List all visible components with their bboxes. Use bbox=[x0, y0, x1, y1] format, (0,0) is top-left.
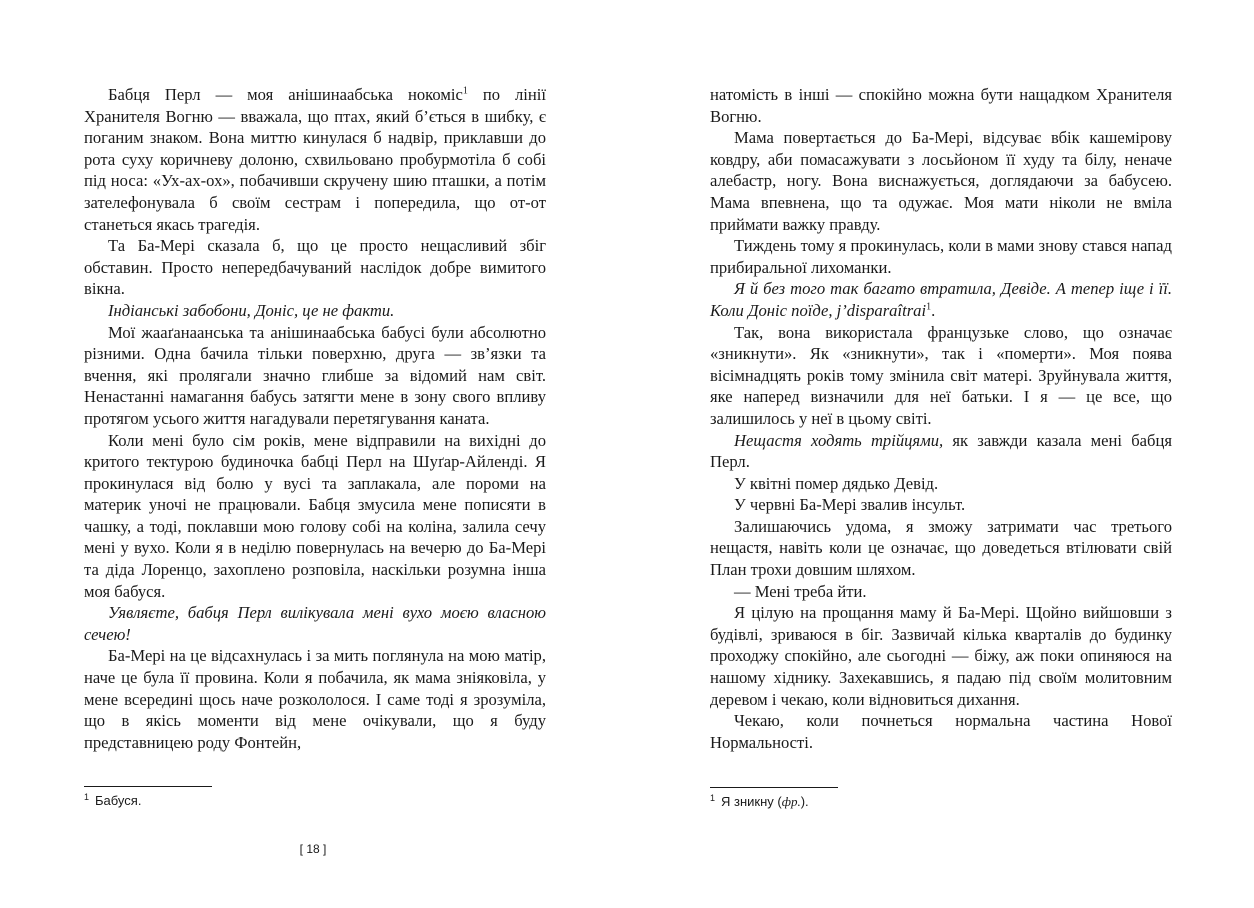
paragraph: У червні Ба-Мері звалив інсульт. bbox=[734, 495, 966, 515]
left-page bbox=[84, 84, 546, 808]
paragraph: Я й без того так багато втратила, Девіде. А тепер іще і її. Коли Доніс поїде, j’disparaîtrai$^1$. bbox=[710, 279, 1172, 320]
paragraph: Нещастя ходять трійцями, як завжди казала мені бабця Перл. bbox=[710, 430, 1172, 472]
paragraph-italic: Уявляєте, бабця Перл вилікувала мені вухо моєю власною сечею! bbox=[84, 603, 546, 644]
footnote: $^1$ Я зникну (фр.). bbox=[710, 792, 809, 809]
paragraph: Чекаю, коли почнеться нормальна частина Нової Нормальності. bbox=[710, 711, 1172, 752]
paragraph-continued: натомість в інші — спокійно можна бути нащадком Хранителя Вогню. bbox=[710, 85, 1172, 126]
paragraph: Бабця Перл — моя анішинаабська нокоміс$^1$ по лінії Хранителя Вогню — вважала, що птах, який б’ється в шибку, є поганим знаком. Вона миттю кинулася б надвір, приклавши до рота суху коричневу долоню, схвильовано пробурмотіла б собі під носа: «Ух-ах-ох», побачивши скручену шию пташки, а потім зателефонувала б своїм сестрам і попередила, що от-от станеться якась трагедія. bbox=[84, 85, 546, 234]
footnote-rule bbox=[84, 786, 212, 787]
footnote-ref: 1 bbox=[462, 85, 468, 97]
right-page-text bbox=[710, 84, 1172, 753]
paragraph: Так, вона використала французьке слово, що означає «зникнути». Як «зникнути», так і «померти». Моя поява вісімнадцять років тому змінила світ матері. Зруйнувала життя, яке наперед визначили для неї батьки. І я — це все, що залишилось у неї в цьому світі. bbox=[710, 322, 1172, 428]
page-number: [ 18 ] bbox=[299, 842, 327, 856]
paragraph: Коли мені було сім років, мене відправили на вихідні до критого тектурою будиночка бабці Перл на Шуґар-Айленді. Я прокинулася від болю у вусі та заплакала, але пороми на материк уночі не працювали. Бабця змусила мене пописяти в чашку, а тоді, поклавши мою голову собі на коліна, залила сечу мені у вухо. Коли я в неділю повернулась на вечерю до Ба-Мері та діда Лоренцо, захоплено розповіла, наскільки розумна інша моя бабуся. bbox=[84, 430, 546, 601]
paragraph: Та Ба-Мері сказала б, що це просто нещасливий збіг обставин. Просто непередбачуваний наслідок добре вимитого вікна. bbox=[84, 236, 546, 299]
paragraph: — Мені треба йти. bbox=[734, 581, 867, 601]
paragraph-italic: Індіанські забобони, Доніс, це не факти. bbox=[108, 300, 395, 320]
paragraph: Мама повертається до Ба-Мері, відсуває вбік кашемірову ковдру, аби помасажувати з лосьйоном її худу та білу, неначе алебастр, ногу. Вона виснажується, доглядаючи за бабусею. Мама впевнена, що та одужає. Моя мати ніколи не вміла приймати важку правду. bbox=[710, 128, 1172, 234]
left-page-text bbox=[84, 84, 546, 753]
paragraph: Мої жааґанаанська та анішинаабська бабусі були абсолютно різними. Одна бачила тільки поверхню, друга — зв’язки та вчення, які пролягали значно глибше за відомий нам світ. Ненастанні намагання бабусь затягти мене в зону свого впливу протягом усього життя нагадували перетягування каната. bbox=[84, 322, 546, 428]
paragraph: Ба-Мері на це відсахнулась і за мить поглянула на мою матір, наче це була її провина. Коли я побачила, як мама зніяковіла, у мене всередині щось наче розкололося. І саме тоді я зрозуміла, що в якісь моменти від мене очікували, що я буду представницею роду Фонтейн, bbox=[84, 646, 546, 752]
footnote-ref: 1 bbox=[926, 301, 932, 313]
footnote-rule bbox=[710, 787, 838, 788]
paragraph: Залишаючись удома, я зможу затримати час третього нещастя, навіть коли це означає, що доведеться втілювати свій План трохи довшим шляхом. bbox=[710, 516, 1172, 580]
paragraph: Тиждень тому я прокинулась, коли в мами знову стався напад прибиральної лихоманки. bbox=[710, 236, 1172, 277]
footnote: $^1$ Бабуся. bbox=[84, 791, 142, 808]
right-page bbox=[710, 84, 1172, 809]
paragraph: У квітні помер дядько Девід. bbox=[734, 473, 939, 493]
paragraph: Я цілую на прощання маму й Ба-Мері. Щойно вийшовши з будівлі, зриваюся в біг. Зазвичай кілька кварталів до будинку проходжу спокійно, але сьогодні — біжу, аж поки опиняюся на нашому хіднику. Захекавшись, я падаю під своїм молитовним деревом і чекаю, коли відновиться дихання. bbox=[710, 603, 1172, 709]
